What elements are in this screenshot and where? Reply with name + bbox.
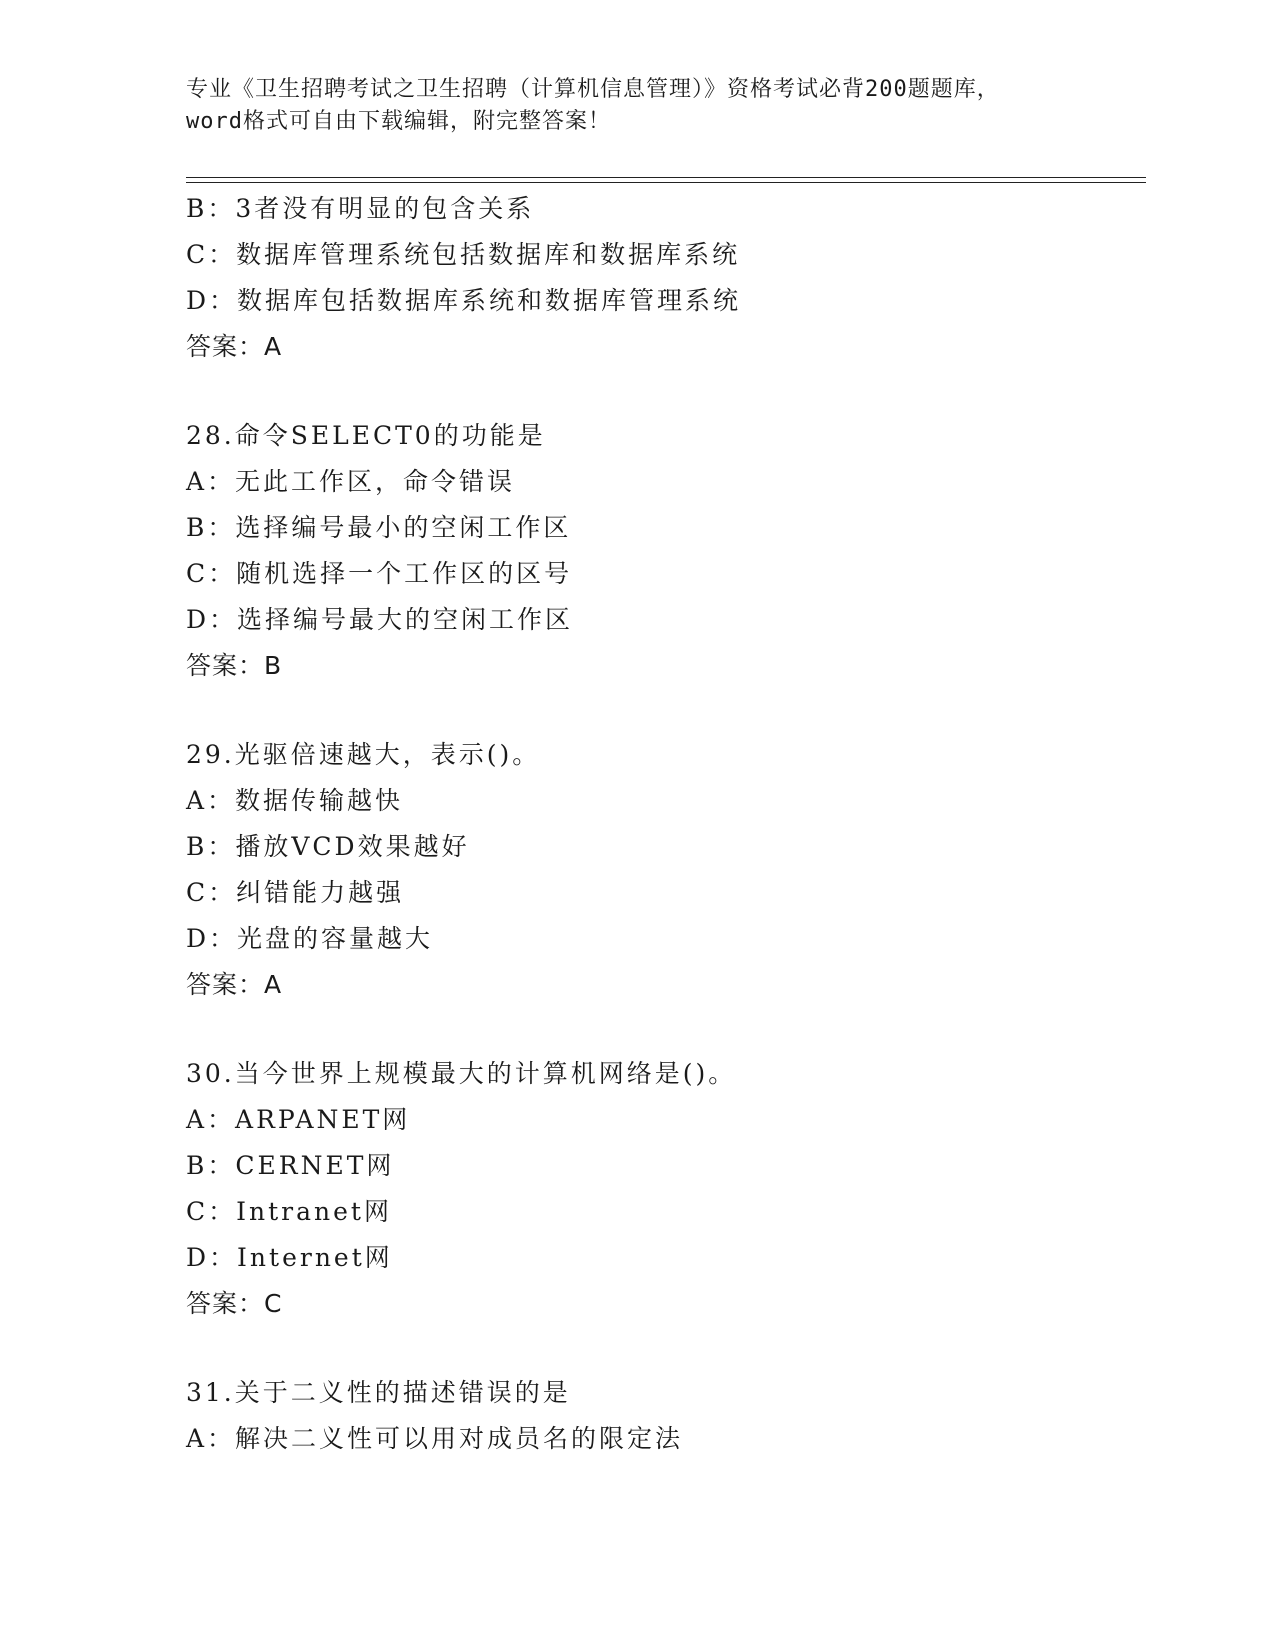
question-31 xyxy=(186,1370,1146,1462)
question-27-continued xyxy=(186,186,1146,370)
option-b: B：3者没有明显的包含关系 xyxy=(186,194,535,223)
question-30 xyxy=(186,1051,1146,1327)
option-c: C：纠错能力越强 xyxy=(186,878,405,907)
question-list xyxy=(186,186,1146,1462)
document-header xyxy=(186,74,1086,138)
option-d: D：光盘的容量越大 xyxy=(186,924,434,953)
question-28 xyxy=(186,413,1146,689)
spacer xyxy=(186,689,1146,732)
question-29 xyxy=(186,732,1146,1008)
answer: 答案：A xyxy=(186,332,283,361)
question-stem: 31.关于二义性的描述错误的是 xyxy=(186,1378,571,1407)
spacer xyxy=(186,370,1146,413)
option-c: C：数据库管理系统包括数据库和数据库系统 xyxy=(186,240,741,269)
option-b: B：播放VCD效果越好 xyxy=(186,832,470,861)
question-stem: 28.命令SELECT0的功能是 xyxy=(186,421,546,450)
option-a: A：ARPANET网 xyxy=(186,1105,411,1134)
question-stem: 29.光驱倍速越大，表示()。 xyxy=(186,740,541,769)
option-d: D：Internet网 xyxy=(186,1243,393,1272)
option-b: B：CERNET网 xyxy=(186,1151,395,1180)
answer: 答案：A xyxy=(186,970,283,999)
answer: 答案：B xyxy=(186,651,283,680)
option-b: B：选择编号最小的空闲工作区 xyxy=(186,513,572,542)
option-d: D：数据库包括数据库系统和数据库管理系统 xyxy=(186,286,742,315)
header-line-2: word格式可自由下载编辑，附完整答案！ xyxy=(186,109,611,134)
option-a: A：解决二义性可以用对成员名的限定法 xyxy=(186,1424,684,1453)
spacer xyxy=(186,1327,1146,1370)
option-a: A：无此工作区，命令错误 xyxy=(186,467,516,496)
header-rule-bottom xyxy=(186,182,1146,183)
option-d: D：选择编号最大的空闲工作区 xyxy=(186,605,574,634)
option-a: A：数据传输越快 xyxy=(186,786,404,815)
question-stem: 30.当今世界上规模最大的计算机网络是()。 xyxy=(186,1059,737,1088)
header-rule-top xyxy=(186,177,1146,178)
spacer xyxy=(186,1008,1146,1051)
option-c: C：Intranet网 xyxy=(186,1197,392,1226)
option-c: C：随机选择一个工作区的区号 xyxy=(186,559,573,588)
answer: 答案：C xyxy=(186,1289,283,1318)
header-line-1: 专业《卫生招聘考试之卫生招聘（计算机信息管理）》资格考试必背200题题库， xyxy=(186,77,1000,102)
